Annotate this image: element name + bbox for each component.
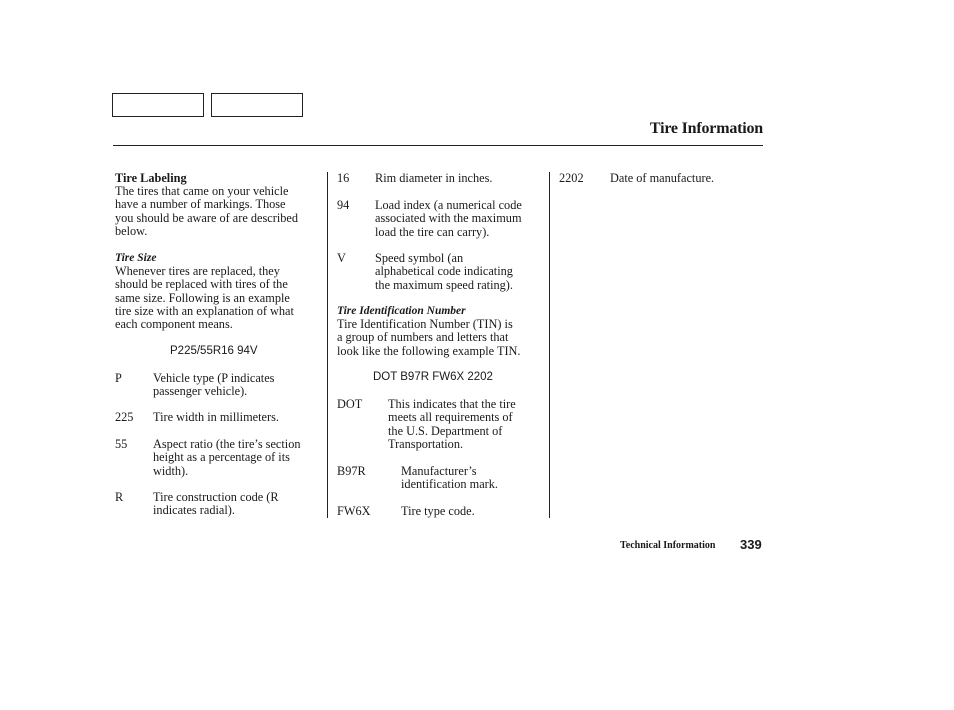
nav-tab-right[interactable] bbox=[211, 93, 303, 117]
text-line: identification mark. bbox=[401, 477, 498, 492]
code-description bbox=[153, 491, 279, 518]
text-line: same size. Following is an example bbox=[115, 290, 290, 305]
text-line: you should be aware of are described bbox=[115, 210, 299, 225]
code-description bbox=[375, 252, 513, 292]
footer-section-label: Technical Information bbox=[620, 540, 716, 551]
text-line: load the tire can carry). bbox=[375, 224, 490, 239]
tin-body bbox=[337, 318, 521, 358]
code-description bbox=[401, 465, 498, 492]
text-line: Tire width in millimeters. bbox=[153, 410, 279, 424]
text-line: Date of manufacture. bbox=[610, 171, 715, 185]
text-line: Load index (a numerical code bbox=[375, 198, 522, 212]
text-line: alphabetical code indicating bbox=[375, 264, 513, 279]
text-line: This indicates that the tire bbox=[388, 397, 516, 411]
code-label: FW6X bbox=[337, 504, 371, 518]
column-divider-1 bbox=[327, 172, 328, 518]
text-line: meets all requirements of bbox=[388, 410, 513, 425]
code-description bbox=[375, 172, 492, 185]
text-line: should be replaced with tires of the bbox=[115, 277, 288, 292]
header-rule bbox=[113, 145, 763, 146]
text-line: width). bbox=[153, 463, 189, 478]
text-line: Speed symbol (an bbox=[375, 251, 464, 265]
code-label: DOT bbox=[337, 397, 363, 411]
tire-size-body bbox=[115, 265, 294, 331]
page-title: Tire Information bbox=[649, 120, 763, 137]
text-line: the maximum speed rating). bbox=[375, 277, 513, 292]
code-description bbox=[401, 505, 475, 518]
page-number: 339 bbox=[740, 537, 762, 552]
text-line: Vehicle type (P indicates bbox=[153, 371, 275, 385]
nav-tab-left[interactable] bbox=[112, 93, 204, 117]
text-line: Aspect ratio (the tire’s section bbox=[153, 437, 301, 451]
tin-subheading: Tire Identification Number bbox=[337, 305, 466, 317]
text-line: a group of numbers and letters that bbox=[337, 330, 509, 345]
code-description bbox=[375, 199, 522, 239]
text-line: the U.S. Department of bbox=[388, 423, 503, 438]
tire-labeling-heading: Tire Labeling bbox=[115, 171, 187, 185]
code-label: 2202 bbox=[559, 171, 584, 185]
tire-size-example: P225/55R16 94V bbox=[170, 345, 258, 357]
text-line: height as a percentage of its bbox=[153, 450, 290, 465]
text-line: tire size with an explanation of what bbox=[115, 303, 294, 318]
code-label: 225 bbox=[115, 410, 134, 424]
code-description bbox=[153, 372, 274, 399]
text-line: The tires that came on your vehicle bbox=[115, 184, 289, 198]
code-label: 16 bbox=[337, 171, 350, 185]
text-line: below. bbox=[115, 223, 148, 238]
code-description bbox=[153, 411, 279, 424]
text-line: look like the following example TIN. bbox=[337, 343, 521, 358]
text-line: Whenever tires are replaced, they bbox=[115, 264, 280, 278]
text-line: Tire construction code (R bbox=[153, 490, 279, 504]
text-line: Rim diameter in inches. bbox=[375, 171, 493, 185]
text-line: each component means. bbox=[115, 317, 233, 332]
text-line: associated with the maximum bbox=[375, 211, 522, 226]
tin-example: DOT B97R FW6X 2202 bbox=[373, 371, 493, 383]
code-description bbox=[153, 438, 301, 478]
tire-size-subheading: Tire Size bbox=[115, 252, 157, 264]
code-description bbox=[610, 172, 714, 185]
code-description bbox=[388, 398, 516, 451]
code-label: 55 bbox=[115, 437, 128, 451]
column-divider-2 bbox=[549, 172, 550, 518]
text-line: passenger vehicle). bbox=[153, 384, 248, 399]
text-line: Tire type code. bbox=[401, 504, 475, 518]
text-line: Transportation. bbox=[388, 436, 464, 451]
code-label: P bbox=[115, 371, 122, 385]
text-line: Tire Identification Number (TIN) is bbox=[337, 317, 513, 331]
code-label: B97R bbox=[337, 464, 366, 478]
code-label: R bbox=[115, 490, 124, 504]
code-label: 94 bbox=[337, 198, 350, 212]
code-label: V bbox=[337, 251, 346, 265]
text-line: have a number of markings. Those bbox=[115, 197, 286, 212]
tire-labeling-intro bbox=[115, 185, 298, 238]
text-line: Manufacturer’s bbox=[401, 464, 477, 478]
text-line: indicates radial). bbox=[153, 503, 235, 518]
